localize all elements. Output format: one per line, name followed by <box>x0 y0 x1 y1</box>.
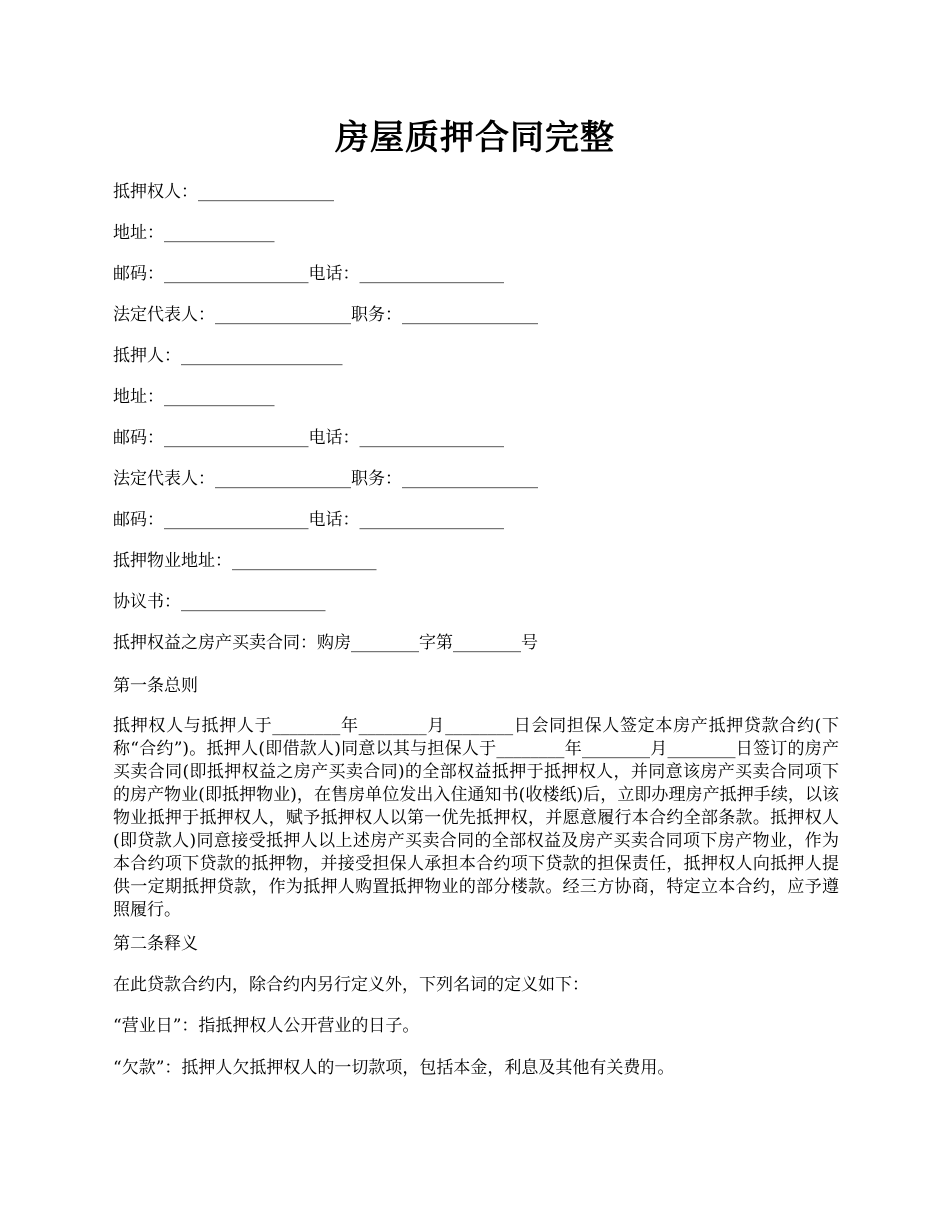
mortgagee-representative-line: 法定代表人：________________职务：________________ <box>113 305 538 325</box>
postcode-phone-line: 邮码：_________________电话：_________________ <box>113 510 504 530</box>
mortgagor-name-line: 抵押人：___________________ <box>113 346 343 366</box>
definition-debt: “欠款”：抵押人欠抵押权人的一切款项，包括本金，利息及其他有关费用。 <box>113 1058 675 1078</box>
mortgagor-representative-line: 法定代表人：________________职务：________________ <box>113 469 538 489</box>
mortgagee-address-line: 地址：_____________ <box>113 223 275 243</box>
article-1-heading: 第一条总则 <box>113 676 198 696</box>
mortgagee-name-line: 抵押权人：________________ <box>113 182 334 202</box>
article-2-heading: 第二条释义 <box>113 934 198 954</box>
definition-business-day: “营业日”：指抵押权人公开营业的日子。 <box>113 1016 420 1036</box>
purchase-contract-line: 抵押权益之房产买卖合同：购房________字第________号 <box>113 633 538 653</box>
mortgagor-postcode-phone-line: 邮码：_________________电话：_________________ <box>113 428 504 448</box>
article-1-body: 抵押权人与抵押人于________年________月________日会同担保人签定本房产抵押贷款合约(下称“合约”)。抵押人(即借款人)同意以其与担保人于________年________月________日签订的房产买卖合同(即抵押权益之房产买卖合同)的全部权益抵押于抵押权人，并同意该房产买卖合同项下的房产物业(即抵押物业)，在售房单位发出入住通知书(收楼纸)后，立即办理房产抵押手续，以该物业抵押于抵押权人，赋予抵押权人以第一优先抵押权，并愿意履行本合约全部条款。抵押权人(即贷款人)同意接受抵押人以上述房产买卖合同的全部权益及房产买卖合同项下房产物业，作为本合约项下贷款的抵押物，并接受担保人承担本合约项下贷款的担保责任，抵押权人向抵押人提供一定期抵押贷款，作为抵押人购置抵押物业的部分楼款。经三方协商，特定立本合约，应予遵照履行。 <box>113 716 839 920</box>
mortgagee-postcode-phone-line: 邮码：_________________电话：_________________ <box>113 264 504 284</box>
agreement-line: 协议书：_________________ <box>113 592 326 612</box>
mortgagor-address-line: 地址：_____________ <box>113 387 275 407</box>
document-title: 房屋质押合同完整 <box>335 118 615 158</box>
property-address-line: 抵押物业地址：_________________ <box>113 551 377 571</box>
article-2-intro: 在此贷款合约内，除合约内另行定义外，下列名词的定义如下： <box>113 975 589 995</box>
